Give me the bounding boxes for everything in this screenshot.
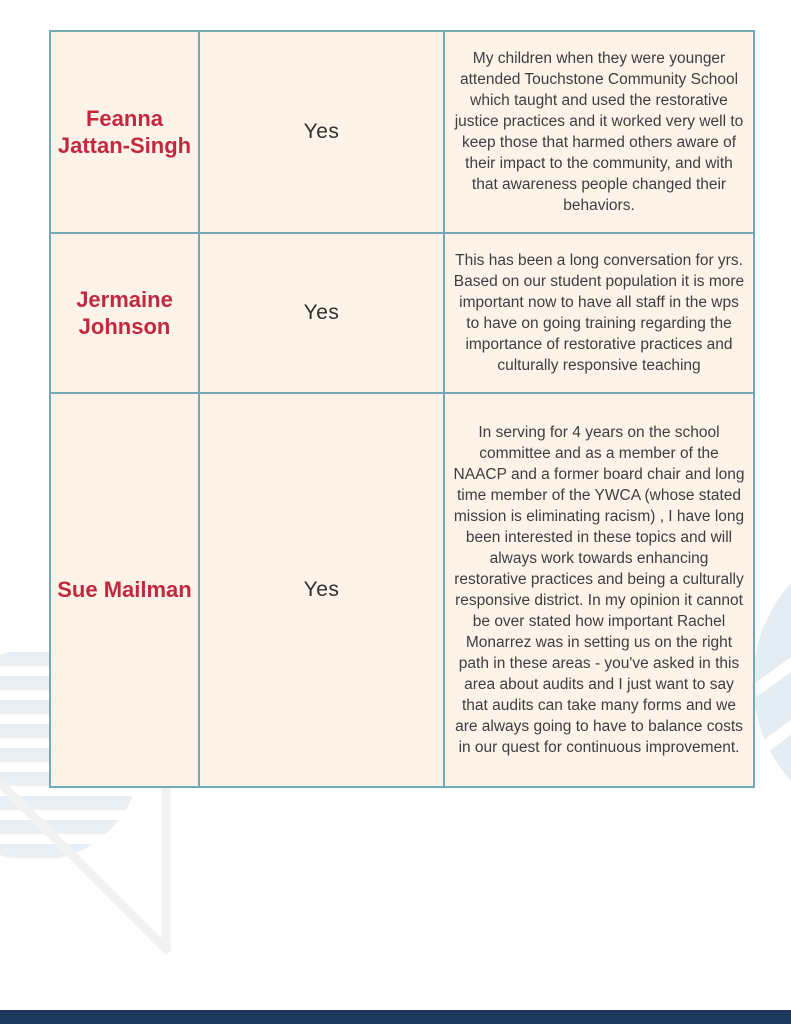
answer-value: Yes [199,233,444,393]
page-footer-bar [0,1010,791,1024]
respondent-name: Feanna Jattan-Singh [50,31,199,233]
survey-response-table [49,30,755,788]
chevron-circle-watermark [751,560,791,800]
respondent-name: Jermaine Johnson [50,233,199,393]
response-text: My children when they were younger attended Touchstone Community School which taught and used the restorative justice practices and it worked very well to keep those that harmed others aware of their impact to the community, and with that awareness people changed their behaviors. [444,31,754,233]
table-row [50,31,754,233]
response-text: In serving for 4 years on the school committee and as a member of the NAACP and a former board chair and long time member of the YWCA (whose stated mission is eliminating racism) , I have long been interested in these topics and will always work towards enhancing restorative practices and being a culturally responsive district. In my opinion it cannot be over stated how important Rachel Monarrez was in setting us on the right path in these areas - you've asked in this area about audits and I just want to say that audits can take many forms and we are always going to have to balance costs in our quest for continuous improvement. [444,393,754,787]
answer-value: Yes [199,393,444,787]
table-row [50,393,754,787]
respondent-name: Sue Mailman [50,393,199,787]
answer-value: Yes [199,31,444,233]
response-text: This has been a long conversation for yrs. Based on our student population it is more important now to have all staff in the wps to have on going training regarding the importance of restorative practices and culturally responsive teaching [444,233,754,393]
table-row [50,233,754,393]
